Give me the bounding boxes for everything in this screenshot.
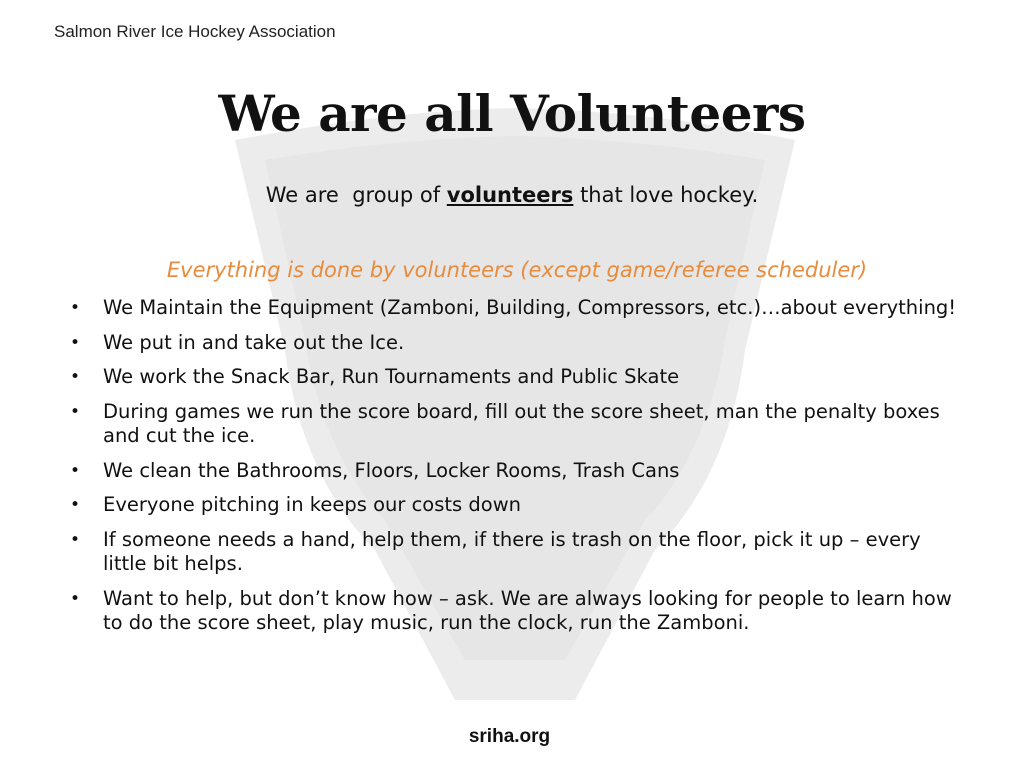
list-item xyxy=(70,331,970,356)
bullet-list xyxy=(70,296,970,646)
list-item-text: Everyone pitching in keeps our costs down xyxy=(103,493,522,516)
list-item-text: During games we run the score board, fill out the score sheet, man the penalty boxes and cut the ice. xyxy=(103,399,940,447)
list-item xyxy=(70,296,970,321)
bullet-icon: • xyxy=(70,298,81,318)
bullet-icon: • xyxy=(70,495,81,515)
subtitle-suffix: that love hockey. xyxy=(573,183,759,207)
list-item-text: We work the Snack Bar, Run Tournaments and Public Skate xyxy=(103,365,680,388)
list-item-text: We put in and take out the Ice. xyxy=(103,330,405,354)
list-item xyxy=(70,587,970,636)
bullet-icon: • xyxy=(70,529,81,550)
slide-title: We are all Volunteers xyxy=(218,84,806,143)
subtitle-prefix: We are group of xyxy=(265,183,447,207)
list-item-text: Want to help, but don’t know how – ask. We are always looking for people to learn how to do the score sheet, play music, run the clock, run the Zamboni. xyxy=(103,586,952,634)
list-item xyxy=(70,365,970,390)
footer-website: sriha.org xyxy=(468,726,551,747)
list-item xyxy=(70,528,970,577)
bullet-icon: • xyxy=(70,460,81,481)
list-item xyxy=(70,400,970,449)
list-item-text: If someone needs a hand, help them, if there is trash on the floor, pick it up – every little bit helps. xyxy=(103,527,921,575)
subtitle-keyword: volunteers xyxy=(446,183,574,207)
list-item-text: We Maintain the Equipment (Zamboni, Building, Compressors, etc.)…about everything! xyxy=(103,296,957,319)
bullet-icon: • xyxy=(70,332,81,353)
bullet-icon: • xyxy=(70,588,81,609)
list-item-text: We clean the Bathrooms, Floors, Locker Rooms, Trash Cans xyxy=(103,458,680,482)
bullet-icon: • xyxy=(70,401,81,422)
slide-subtitle xyxy=(0,183,1024,207)
list-item xyxy=(70,459,970,484)
list-item xyxy=(70,493,970,518)
bullet-icon: • xyxy=(70,367,81,387)
organization-name: Salmon River Ice Hockey Association xyxy=(54,22,336,41)
highlight-statement: Everything is done by volunteers (except game/referee scheduler) xyxy=(166,258,868,282)
